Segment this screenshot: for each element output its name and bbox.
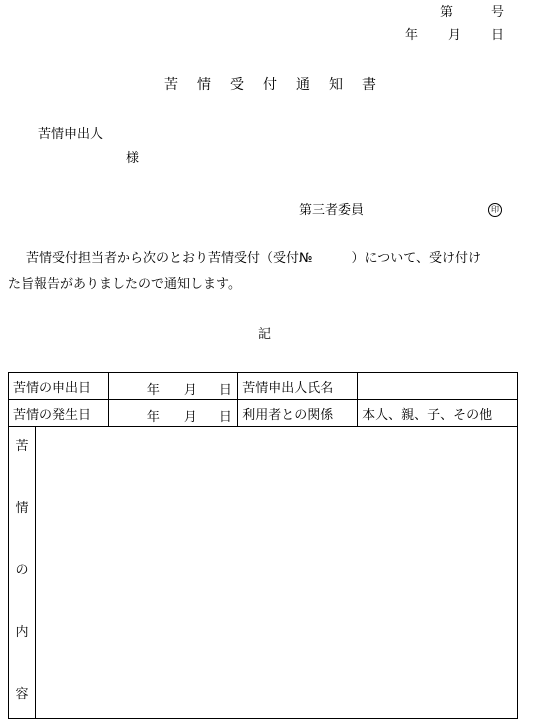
applicant-name-field[interactable] xyxy=(358,373,518,400)
complaint-form-table xyxy=(8,372,518,719)
addressee-label: 苦情申出人 xyxy=(38,127,104,142)
occurrence-date-day: 日 xyxy=(218,410,232,425)
occurrence-date-year: 年 xyxy=(146,410,160,425)
addressee-honorific: 様 xyxy=(126,151,140,166)
date-month: 月 xyxy=(447,28,461,43)
content-label-char: 苦 xyxy=(15,439,29,454)
applicant-name-label: 苦情申出人氏名 xyxy=(238,373,358,400)
body-line-2: た旨報告がありましたので通知します。 xyxy=(8,277,241,292)
relationship-label: 利用者との関係 xyxy=(238,400,358,427)
body-line-1: 苦情受付担当者から次のとおり苦情受付（受付№ ）について、受け付け xyxy=(26,251,482,266)
table-row-content xyxy=(9,427,518,719)
content-label-char: 容 xyxy=(15,687,29,702)
document-number xyxy=(440,6,504,19)
filing-date-label: 苦情の申出日 xyxy=(9,373,109,400)
filing-date-field[interactable] xyxy=(108,373,237,400)
content-label xyxy=(9,427,36,718)
filing-date-month: 月 xyxy=(183,383,197,398)
relationship-options[interactable]: 本人、親、子、その他 xyxy=(358,400,518,427)
ki-heading: 記 xyxy=(258,327,272,342)
seal-mark: 印 xyxy=(488,203,502,217)
occurrence-date-field[interactable] xyxy=(108,400,237,427)
content-cell xyxy=(9,427,518,719)
occurrence-date-label: 苦情の発生日 xyxy=(9,400,109,427)
content-field[interactable] xyxy=(36,427,517,718)
content-label-char: 内 xyxy=(15,625,29,640)
occurrence-date-month: 月 xyxy=(183,410,197,425)
content-label-char: の xyxy=(15,563,29,578)
date-day: 日 xyxy=(490,28,504,43)
filing-date-day: 日 xyxy=(218,383,232,398)
sender-label: 第三者委員 xyxy=(299,203,365,218)
table-row-occurrence-date xyxy=(9,400,518,427)
table-row-filing-date xyxy=(9,373,518,400)
number-suffix: 号 xyxy=(490,5,504,20)
document-date xyxy=(405,29,504,42)
filing-date-year: 年 xyxy=(146,383,160,398)
number-prefix: 第 xyxy=(439,5,453,20)
content-label-char: 情 xyxy=(15,501,29,516)
document-title: 苦情受付通知書 xyxy=(164,77,395,93)
date-year: 年 xyxy=(404,28,418,43)
